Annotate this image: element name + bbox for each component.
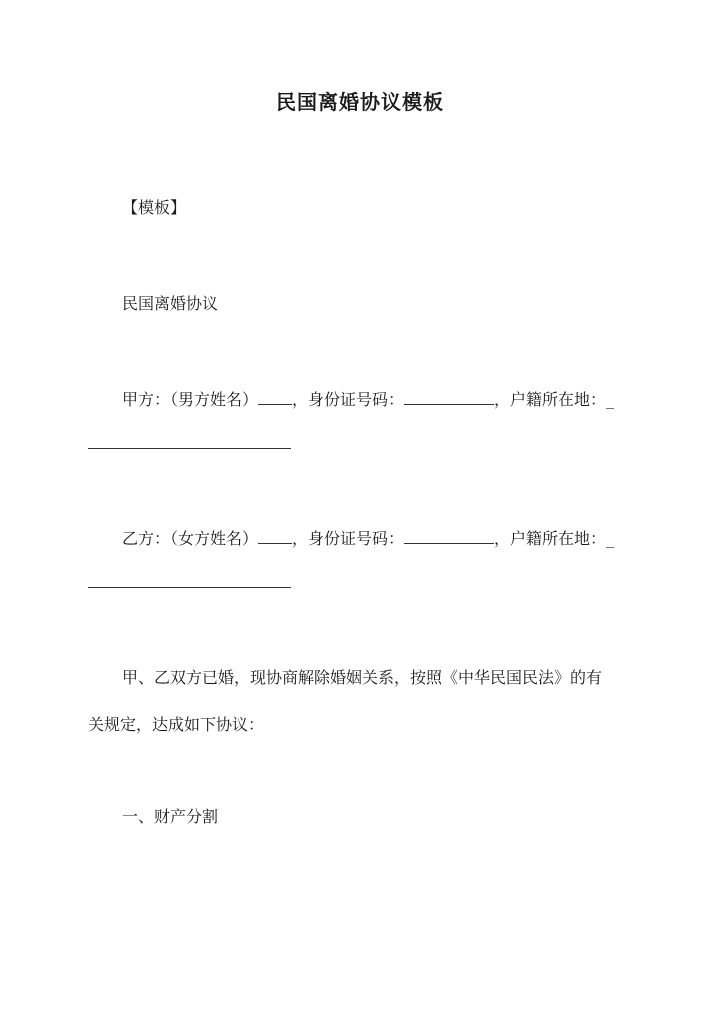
party-a-id-label: ，身份证号码： xyxy=(292,390,405,409)
party-a-prefix: 甲方：（男方姓名） xyxy=(122,390,259,409)
doc-heading: 民国离婚协议 xyxy=(122,294,219,313)
party-a-household-label: ，户籍所在地：_ xyxy=(494,390,615,409)
party-b-id-blank xyxy=(404,529,494,544)
agreement-line-1: 甲、乙双方已婚，现协商解除婚姻关系，按照《中华民国民法》的有 xyxy=(122,668,603,687)
document-title: 民国离婚协议模板 xyxy=(276,90,444,114)
party-b-prefix: 乙方：（女方姓名） xyxy=(122,529,259,548)
party-a-name-blank xyxy=(258,390,292,405)
party-b-line xyxy=(88,529,667,549)
agreement-line-2: 关规定，达成如下协议： xyxy=(88,715,265,734)
section-heading-property: 一、财产分割 xyxy=(122,807,219,826)
party-b-id-label: ，身份证号码： xyxy=(292,529,405,548)
template-tag: 【模板】 xyxy=(122,198,187,217)
party-a-household-blank xyxy=(88,447,291,449)
party-b-household-blank xyxy=(88,586,291,588)
party-a-line xyxy=(88,390,667,410)
party-a-id-blank xyxy=(404,390,494,405)
party-b-name-blank xyxy=(258,529,292,544)
party-b-household-label: ，户籍所在地：_ xyxy=(494,529,615,548)
